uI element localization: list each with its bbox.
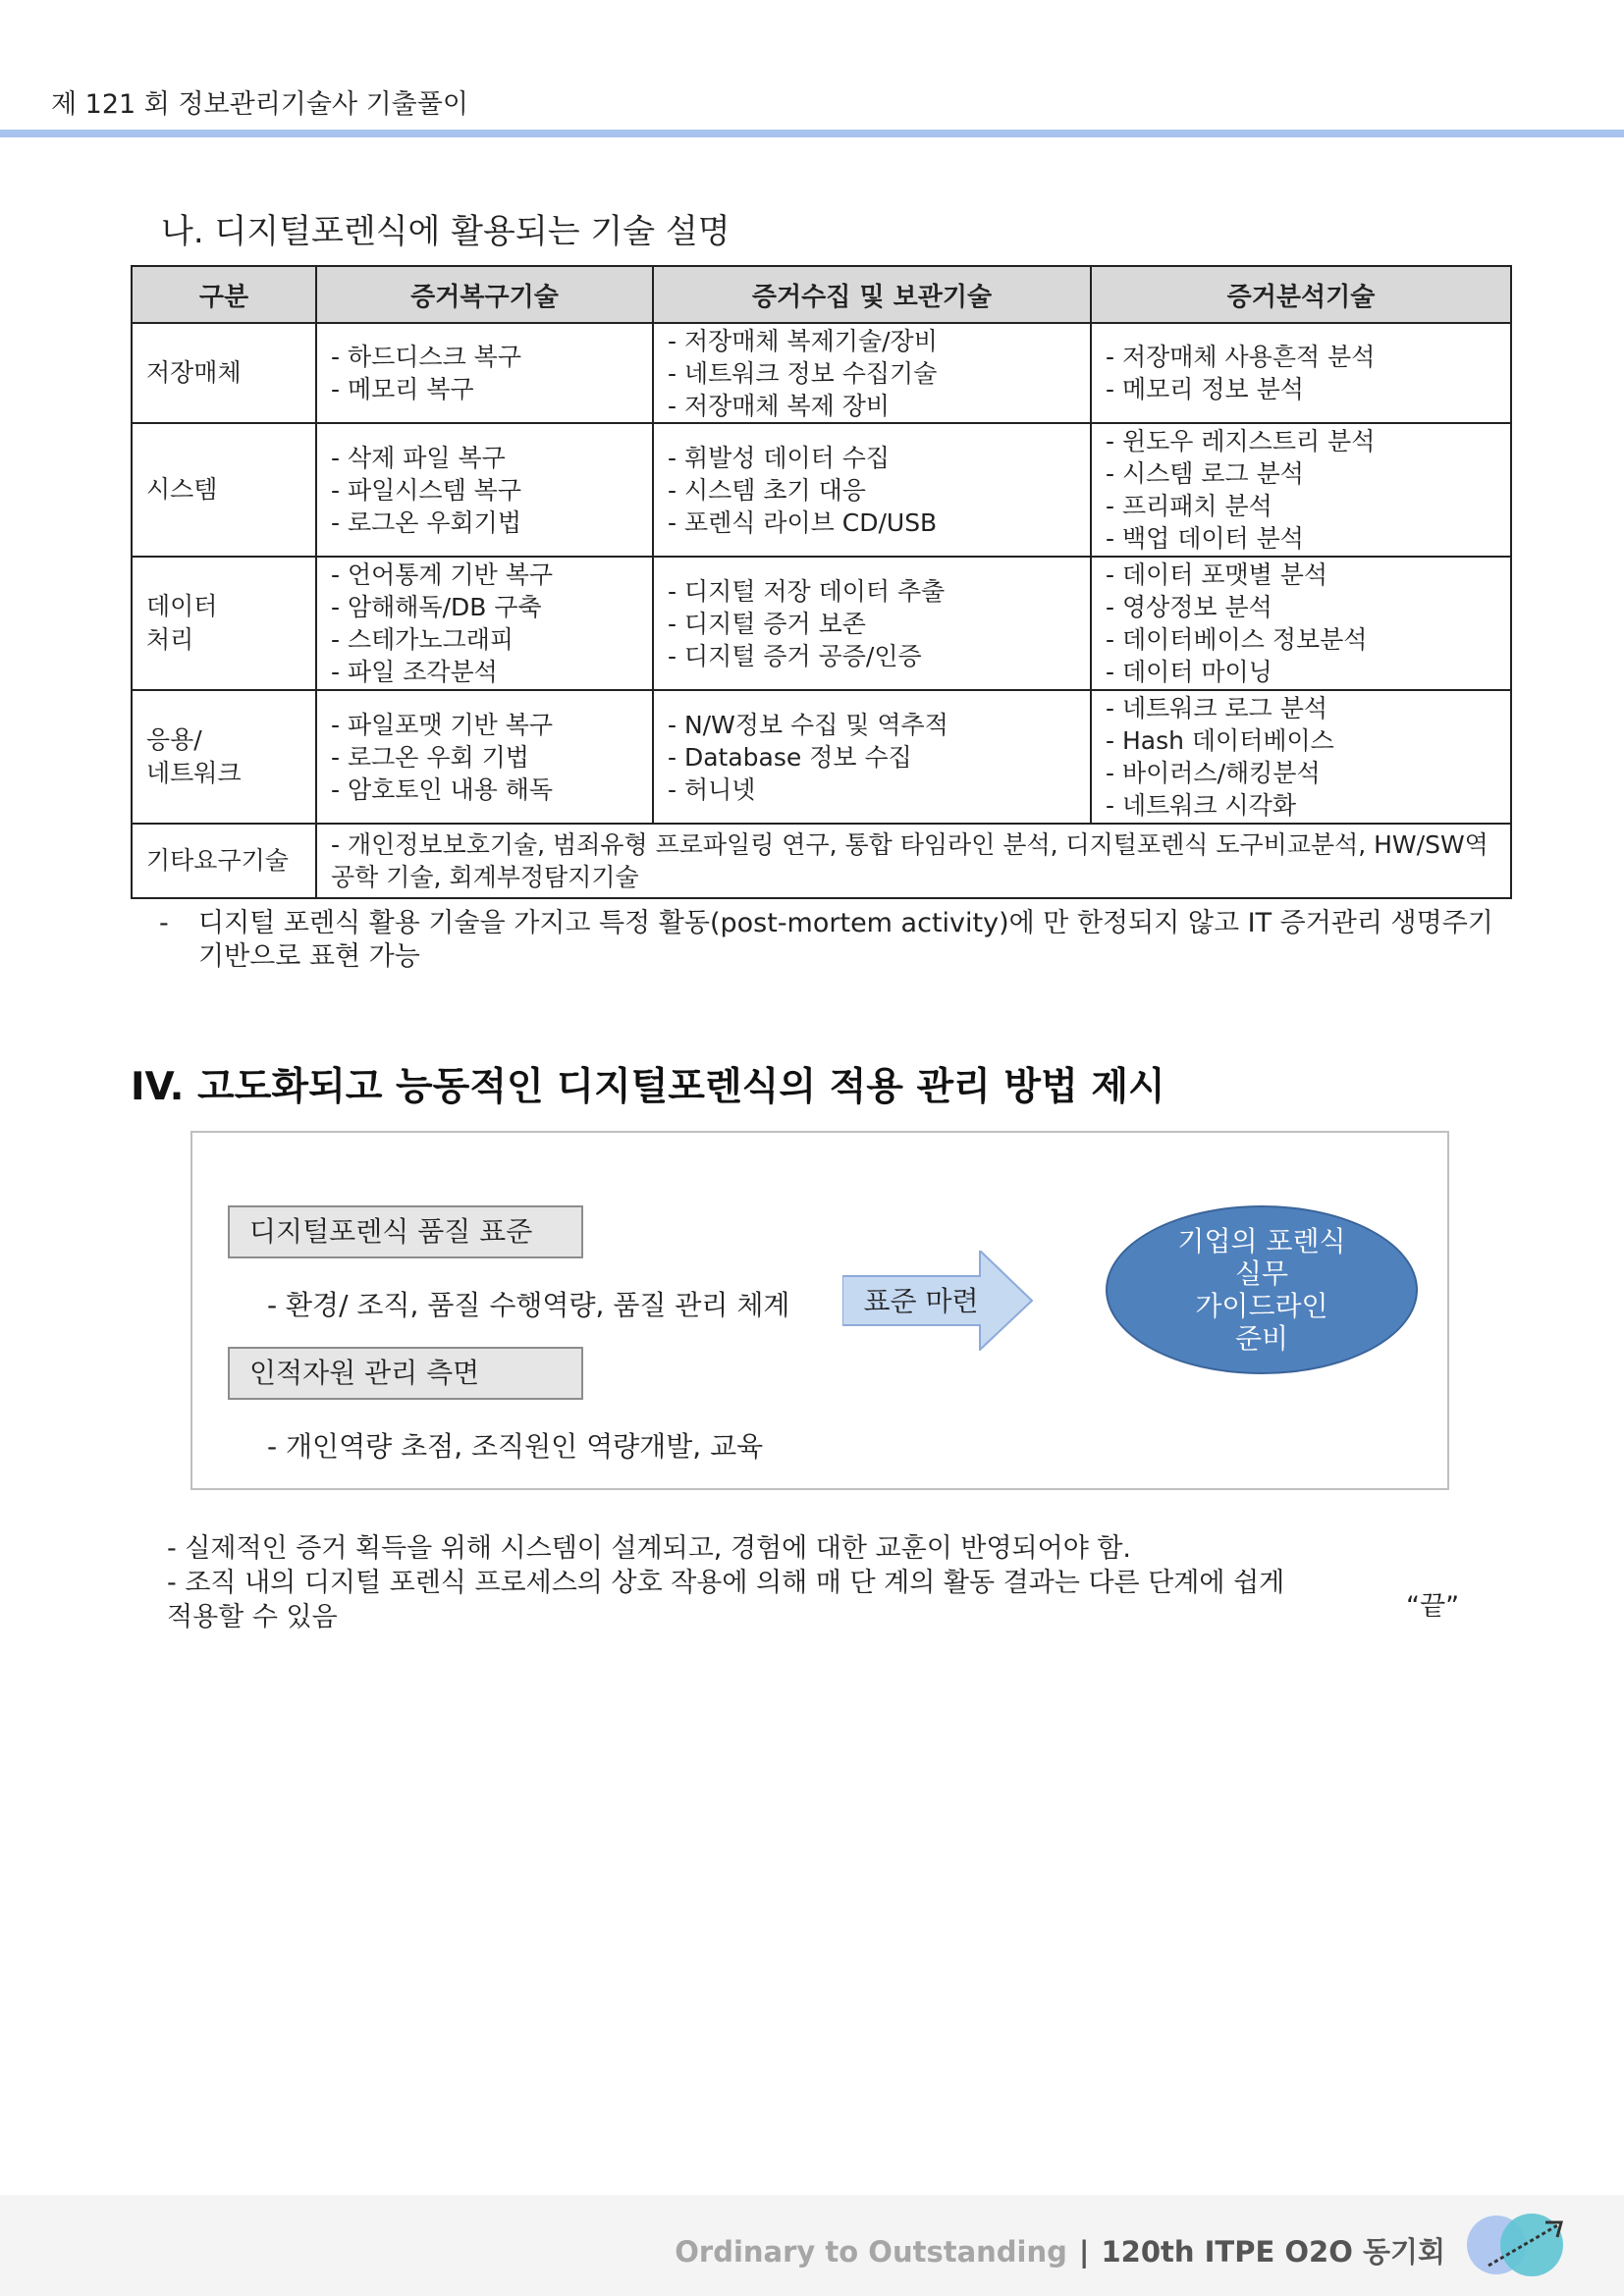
list-item: - 휘발성 데이터 수집: [668, 443, 891, 472]
recovery-cell: [316, 557, 653, 690]
collection-cell: [653, 423, 1091, 557]
list-item: - 메모리 정보 분석: [1106, 375, 1304, 403]
ellipse-line: 가이드라인: [1195, 1290, 1328, 1322]
list-item: - 파일 조각분석: [331, 658, 498, 686]
recovery-cell: [316, 690, 653, 824]
list-item: - 스테가노그래피: [331, 625, 514, 654]
etc-tech-cell: - 개인정보보호기술, 범죄유형 프로파일링 연구, 통합 타임라인 분석, 디지털포렌식 도구비교분석, HW/SW역공학 기술, 회계부정탐지기술: [316, 824, 1511, 898]
collection-cell: [653, 557, 1091, 690]
list-item: - 언어통계 기반 복구: [331, 561, 554, 589]
category-line: 데이터: [146, 592, 218, 620]
list-item: - 백업 데이터 분석: [1106, 524, 1304, 553]
col-header-recovery: 증거복구기술: [316, 266, 653, 323]
list-item: - 저장매체 복제기술/장비: [668, 326, 938, 355]
conclusion-line: - 조직 내의 디지털 포렌식 프로세스의 상호 작용에 의해 매 단 계의 활동 결과는 다른 단계에 쉽게: [167, 1568, 1285, 1598]
ellipse-line: 준비: [1234, 1322, 1289, 1355]
category-line: 저장매체: [146, 358, 242, 387]
category-line: 응용/: [146, 725, 202, 754]
list-item: - 디지털 저장 데이터 추출: [668, 576, 946, 606]
quality-standard-detail: - 환경/ 조직, 품질 수행역량, 품질 관리 체계: [267, 1289, 790, 1321]
list-item: - 메모리 복구: [331, 375, 474, 403]
guideline-ellipse: [1106, 1205, 1418, 1374]
table-header-row: [132, 266, 1511, 323]
list-item: - 하드디스크 복구: [331, 343, 521, 371]
row-category: [132, 690, 316, 824]
list-item: - 로그온 우회기법: [331, 507, 521, 537]
footer-slogan: Ordinary to Outstanding: [675, 2235, 1067, 2269]
section-iv-title: IV. 고도화되고 능동적인 디지털포렌식의 적용 관리 방법 제시: [131, 1065, 1165, 1109]
table-row: [132, 557, 1511, 690]
col-header-analysis: 증거분석기술: [1091, 266, 1511, 323]
list-item: - 네트워크 로그 분석: [1106, 694, 1328, 722]
ellipse-line: 실무: [1234, 1257, 1289, 1290]
header-rule: [0, 130, 1624, 137]
list-item: - 허니넷: [668, 774, 756, 804]
collection-cell: [653, 690, 1091, 824]
row-category: [132, 557, 316, 690]
quality-standard-box: 디지털포렌식 품질 표준: [228, 1205, 583, 1258]
footer-text: [675, 2230, 1445, 2270]
collection-cell: [653, 323, 1091, 423]
list-item: - 네트워크 정보 수집기술: [668, 358, 938, 388]
list-item: - 파일시스템 복구: [331, 475, 521, 505]
list-item: - 저장매체 사용흔적 분석: [1106, 343, 1376, 371]
hr-management-detail: - 개인역량 초점, 조직원인 역량개발, 교육: [267, 1430, 764, 1463]
list-item: - 시스템 초기 대응: [668, 475, 866, 505]
o2o-logo-icon: [1467, 2211, 1575, 2279]
hr-management-box: 인적자원 관리 측면: [228, 1347, 583, 1400]
list-item: - 프리패치 분석: [1106, 492, 1272, 520]
ellipse-line: 기업의 포렌식: [1177, 1225, 1346, 1257]
list-item: - 디지털 증거 공증/인증: [668, 641, 922, 670]
list-item: - 삭제 파일 복구: [331, 443, 506, 472]
list-item: - 영상정보 분석: [1106, 593, 1272, 621]
list-item: - 포렌식 라이브 CD/USB: [668, 507, 938, 537]
list-item: - 로그온 우회 기법: [331, 742, 529, 772]
footer-separator: |: [1078, 2235, 1090, 2269]
list-item: - 시스템 로그 분석: [1106, 459, 1304, 488]
row-category: 기타요구기술: [132, 824, 316, 898]
table-row-etc: [132, 824, 1511, 898]
list-item: - 암해해독/DB 구축: [331, 593, 542, 621]
forensic-tech-table: [131, 265, 1512, 899]
list-item: - N/W정보 수집 및 역추적: [668, 710, 948, 739]
list-item: - 데이터 포맷별 분석: [1106, 561, 1328, 589]
row-category: [132, 423, 316, 557]
category-line: 네트워크: [146, 759, 242, 787]
list-item: - 데이터 마이닝: [1106, 658, 1272, 686]
footer-org: 120th ITPE O2O 동기회: [1101, 2235, 1445, 2269]
list-item: - 저장매체 복제 장비: [668, 391, 891, 420]
page-header-title: 제 121 회 정보관리기술사 기출풀이: [51, 89, 468, 120]
list-item: - Database 정보 수집: [668, 742, 912, 772]
analysis-cell: [1091, 423, 1511, 557]
list-item: - 디지털 증거 보존: [668, 609, 866, 638]
list-item: - 윈도우 레지스트리 분석: [1106, 427, 1376, 455]
section-na-title: 나. 디지털포렌식에 활용되는 기술 설명: [161, 212, 731, 251]
list-item: - 네트워크 시각화: [1106, 791, 1296, 820]
analysis-cell: [1091, 557, 1511, 690]
table-row: [132, 323, 1511, 423]
end-mark: “끝”: [1406, 1591, 1460, 1622]
note-text: 디지털 포렌식 활용 기술을 가지고 특정 활동(post-mortem activity)에 만 한정되지 않고 IT 증거관리 생명주기기반으로 표현 가능: [198, 908, 1493, 972]
note-dash: -: [159, 908, 169, 938]
conclusion-block: [167, 1531, 1284, 1634]
analysis-cell: [1091, 690, 1511, 824]
row-category: [132, 323, 316, 423]
list-item: - 바이러스/해킹분석: [1106, 759, 1321, 787]
col-header-category: 구분: [132, 266, 316, 323]
recovery-cell: [316, 423, 653, 557]
list-item: - 파일포맷 기반 복구: [331, 710, 554, 739]
conclusion-line: 적용할 수 있음: [167, 1602, 338, 1632]
category-line: 시스템: [146, 475, 218, 504]
list-item: - 암호토인 내용 해독: [331, 774, 554, 804]
table-row: [132, 690, 1511, 824]
table-note: [159, 907, 1494, 974]
recovery-cell: [316, 323, 653, 423]
arrow-label: 표준 마련: [863, 1285, 979, 1317]
table-row: [132, 423, 1511, 557]
conclusion-line: - 실제적인 증거 획득을 위해 시스템이 설계되고, 경험에 대한 교훈이 반영되어야 함.: [167, 1533, 1132, 1564]
list-item: - Hash 데이터베이스: [1106, 726, 1334, 755]
category-line: 처리: [146, 625, 194, 654]
col-header-collection: 증거수집 및 보관기술: [653, 266, 1091, 323]
analysis-cell: [1091, 323, 1511, 423]
list-item: - 데이터베이스 정보분석: [1106, 625, 1368, 654]
